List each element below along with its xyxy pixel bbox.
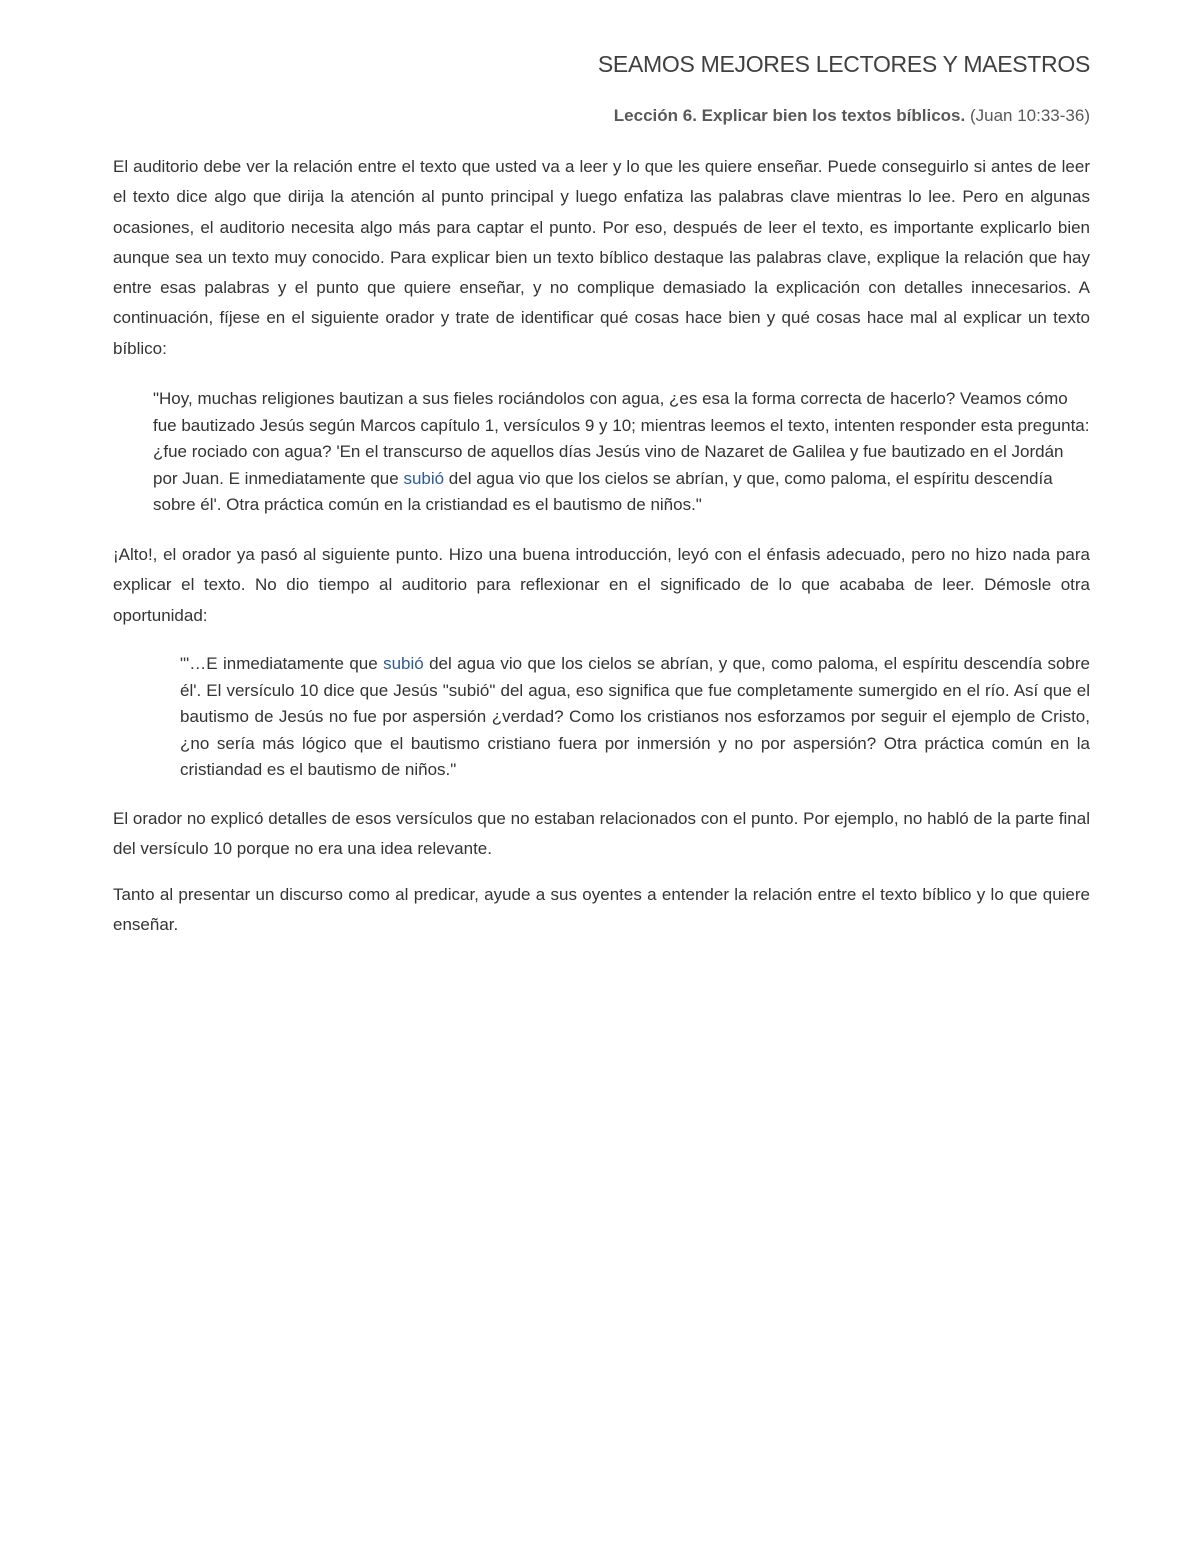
explanation-paragraph: El orador no explicó detalles de esos versículos que no estaban relacionados con el punto. Por ejemplo, no habló de la parte final del versículo 10 porque no era una idea relevante. <box>113 808 1090 859</box>
document-title: SEAMOS MEJORES LECTORES Y MAESTROS <box>597 51 1090 77</box>
speaker-quote-first-attempt <box>153 386 1090 519</box>
critique-paragraph: ¡Alto!, el orador ya pasó al siguiente punto. Hizo una buena introducción, leyó con el énfasis adecuado, pero no hizo nada para explicar el texto. No dio tiempo al auditorio para reflexionar en el significado de lo que acababa de leer. Démosle otra oportunidad: <box>113 545 1090 625</box>
quote-1-text-after: del agua vio que los cielos se abrían, y que, como paloma, el espíritu descendía sobre él'. Otra práctica común en la cristiandad es el bautismo de niños." <box>153 468 1053 515</box>
speaker-quote-second-attempt <box>180 651 1090 784</box>
conclusion-paragraph: Tanto al presentar un discurso como al predicar, ayude a sus oyentes a entender la relación entre el texto bíblico y lo que quiere enseñar. <box>113 884 1090 934</box>
lesson-label: Lección 6. Explicar bien los textos bíblicos. <box>613 106 966 125</box>
quote-1-text-before: "Hoy, muchas religiones bautizan a sus fieles rociándolos con agua, ¿es esa la forma correcta de hacerlo? Veamos cómo fue bautizado Jesús según Marcos capítulo 1, versículos 9 y 10; mientras leemos el texto, intenten responder esta pregunta: ¿fue rociado con agua? 'En el transcurso de aquellos días Jesús vino de Nazaret de Galilea y fue bautizado en el Jordán por Juan. E inmediatamente que <box>153 389 1090 488</box>
lesson-reference: (Juan 10:33-36) <box>969 106 1090 125</box>
quote-2-text-before: "'…E inmediatamente que <box>180 653 384 673</box>
quote-2-highlight-link[interactable]: subió <box>383 653 424 673</box>
quote-1-highlight-link[interactable]: subió <box>403 468 445 488</box>
intro-paragraph: El auditorio debe ver la relación entre el texto que usted va a leer y lo que les quiere enseñar. Puede conseguirlo si antes de leer el texto dice algo que dirija la atención al punto principal y luego enfatiza las palabras clave mientras lo lee. Pero en algunas ocasiones, el auditorio necesita algo más para captar el punto. Por eso, después de leer el texto, es importante explicarlo bien aunque sea un texto muy conocido. Para explicar bien un texto bíblico destaque las palabras clave, explique la relación que hay entre esas palabras y el punto que quiere enseñar, y no complique demasiado la explicación con detalles innecesarios. A continuación, fíjese en el siguiente orador y trate de identificar qué cosas hace bien y qué cosas hace mal al explicar un texto bíblico: <box>113 157 1090 358</box>
lesson-heading <box>113 105 1090 127</box>
quote-2-text-after: del agua vio que los cielos se abrían, y que, como paloma, el espíritu descendía sobre él'. El versículo 10 dice que Jesús "subió" del agua, eso significa que fue completamente sumergido en el río. Así que el bautismo de Jesús no fue por aspersión ¿verdad? Como los cristianos nos esforzamos por seguir el ejemplo de Cristo, ¿no sería más lógico que el bautismo cristiano fuera por inmersión y no por aspersión? Otra práctica común en la cristiandad es el bautismo de niños." <box>180 653 1090 780</box>
